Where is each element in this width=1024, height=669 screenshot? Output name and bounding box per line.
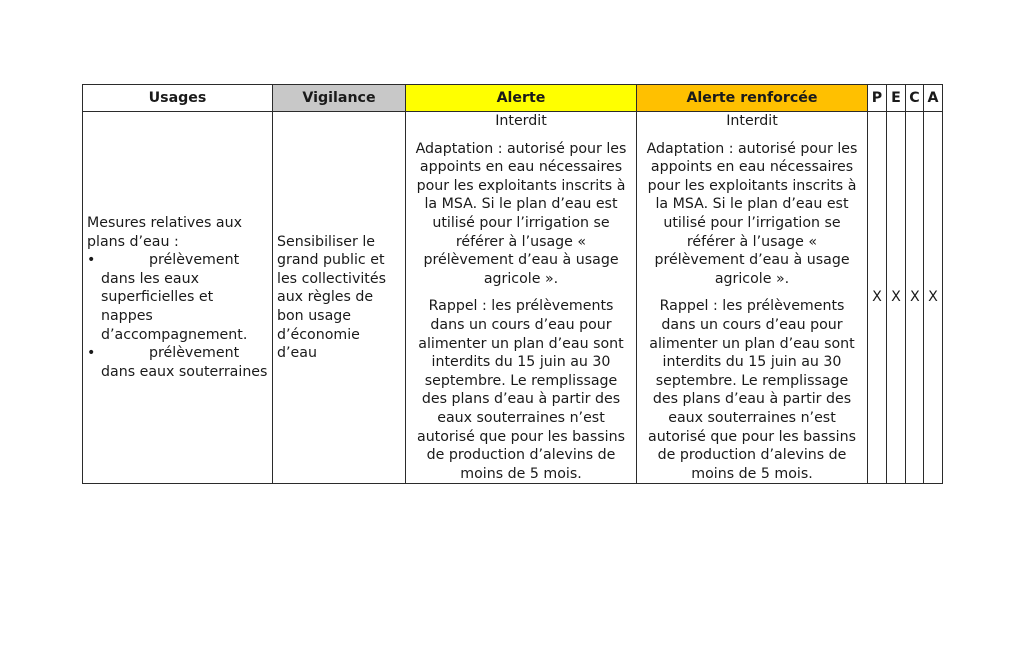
header-p: P xyxy=(868,85,887,112)
bullet-icon: • xyxy=(87,252,96,269)
header-usages: Usages xyxy=(83,85,273,112)
header-c: C xyxy=(906,85,924,112)
usage-title: Mesures relatives aux plans d’eau : xyxy=(87,214,243,250)
alerte-renforcee-rappel: Rappel : les prélèvements dans un cours d’eau pour alimenter un plan d’eau sont interdits du 15 juin au 30 septembre. Le remplissage des plans d’eau à partir des eaux souterraines n’est autorisé que pour les bassins de production d’alevins de moins de 5 mois. xyxy=(648,298,856,482)
table-row xyxy=(83,112,943,484)
header-e: E xyxy=(887,85,906,112)
header-row xyxy=(83,85,943,112)
usage-cell xyxy=(83,112,273,484)
alerte-interdit: Interdit xyxy=(495,113,547,129)
usage-item-first-word: prélèvement xyxy=(149,252,240,269)
usage-list xyxy=(87,251,268,381)
usage-item-rest: dans les eaux superficielles et nappes d’accompagnement. xyxy=(101,270,248,343)
cell-a: X xyxy=(924,112,943,484)
bullet-icon: • xyxy=(87,345,96,362)
header-a: A xyxy=(924,85,943,112)
cell-p: X xyxy=(868,112,887,484)
alerte-cell xyxy=(406,112,637,484)
header-alerte: Alerte xyxy=(406,85,637,112)
alerte-adaptation: Adaptation : autorisé pour les appoints en eau nécessaires pour les exploitants inscrits à la MSA. Si le plan d’eau est utilisé pour l’irrigation se référer à l’usage « prélèvement d’eau à usage agricole ». xyxy=(415,140,627,287)
usage-list-item xyxy=(87,251,268,344)
usage-item-first-word: prélèvement xyxy=(149,345,240,362)
cell-c: X xyxy=(906,112,924,484)
restrictions-table xyxy=(82,84,943,484)
header-vigilance: Vigilance xyxy=(273,85,406,112)
alerte-renforcee-adaptation: Adaptation : autorisé pour les appoints en eau nécessaires pour les exploitants inscrits à la MSA. Si le plan d’eau est utilisé pour l’irrigation se référer à l’usage « prélèvement d’eau à usage agricole ». xyxy=(646,140,858,287)
header-alerte-renforcee: Alerte renforcée xyxy=(637,85,868,112)
cell-e: X xyxy=(887,112,906,484)
alerte-rappel: Rappel : les prélèvements dans un cours d’eau pour alimenter un plan d’eau sont interdits du 15 juin au 30 septembre. Le remplissage des plans d’eau à partir des eaux souterraines n’est autorisé que pour les bassins de production d’alevins de moins de 5 mois. xyxy=(417,298,625,482)
alerte-renforcee-interdit: Interdit xyxy=(726,113,778,129)
table-header xyxy=(83,85,943,112)
usage-list-item xyxy=(87,344,268,381)
alerte-renforcee-cell xyxy=(637,112,868,484)
usage-item-rest: dans eaux souterraines xyxy=(101,363,268,380)
vigilance-cell: Sensibiliser le grand public et les collectivités aux règles de bon usage d’économie d’eau xyxy=(273,112,406,484)
